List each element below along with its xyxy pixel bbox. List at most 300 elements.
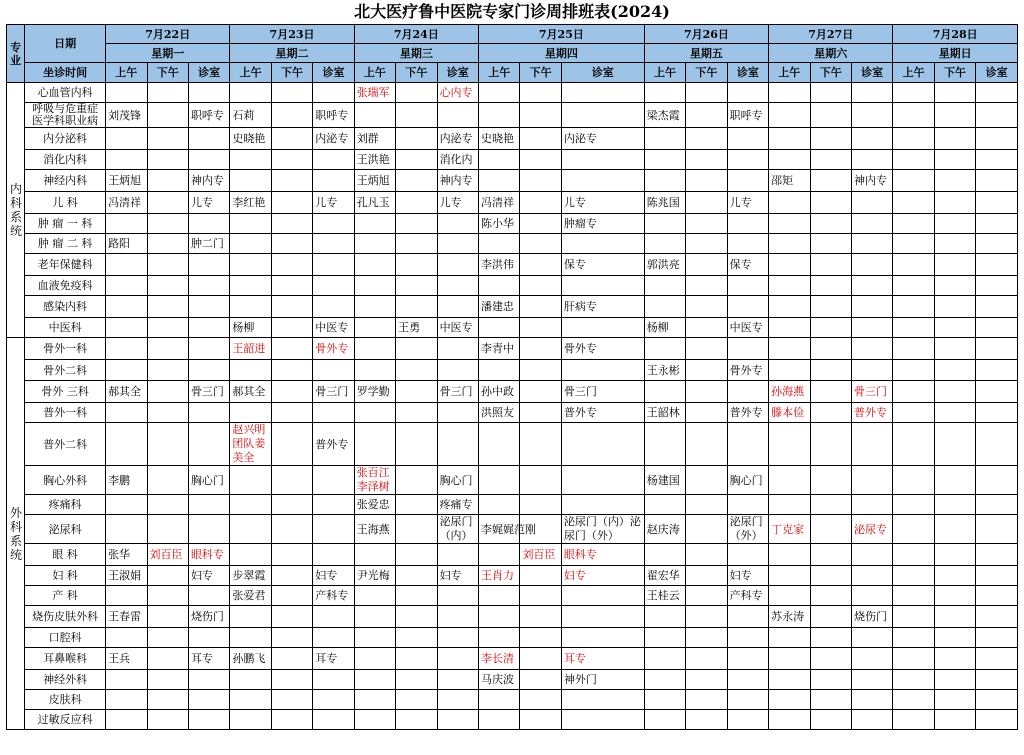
schedule-cell <box>810 628 851 648</box>
schedule-cell <box>520 296 561 318</box>
schedule-cell <box>976 170 1018 192</box>
schedule-cell <box>437 544 478 566</box>
schedule-cell <box>893 214 934 234</box>
schedule-cell <box>810 515 851 544</box>
schedule-cell <box>520 606 561 628</box>
schedule-cell <box>934 544 975 566</box>
schedule-cell <box>934 83 975 103</box>
schedule-cell <box>437 296 478 318</box>
schedule-cell <box>106 318 147 338</box>
schedule-cell <box>893 103 934 128</box>
dept-cell: 神经外科 <box>25 670 106 690</box>
schedule-cell <box>230 515 271 544</box>
schedule-cell <box>686 381 727 403</box>
table-row <box>7 670 1018 690</box>
schedule-cell <box>354 710 395 730</box>
schedule-cell: 耳专 <box>188 648 229 670</box>
schedule-cell: 神内专 <box>851 170 892 192</box>
schedule-cell <box>810 710 851 730</box>
dept-cell: 肿 瘤 一 科 <box>25 214 106 234</box>
schedule-cell: 孔凡玉 <box>354 192 395 214</box>
schedule-cell: 泌尿门（内）泌尿门（外） <box>561 515 644 544</box>
schedule-cell <box>313 403 354 423</box>
schedule-cell <box>893 628 934 648</box>
schedule-cell <box>271 403 312 423</box>
schedule-cell <box>188 423 229 466</box>
schedule-cell <box>686 710 727 730</box>
schedule-cell <box>976 150 1018 170</box>
schedule-cell: 烧伤门 <box>188 606 229 628</box>
schedule-cell <box>354 544 395 566</box>
schedule-cell <box>893 648 934 670</box>
schedule-cell <box>976 586 1018 606</box>
schedule-cell: 神内专 <box>188 170 229 192</box>
schedule-cell <box>106 515 147 544</box>
schedule-cell <box>396 648 437 670</box>
schedule-cell <box>396 628 437 648</box>
schedule-cell <box>188 83 229 103</box>
dept-cell: 骨外 三科 <box>25 381 106 403</box>
schedule-cell <box>644 170 685 192</box>
schedule-cell <box>934 586 975 606</box>
schedule-cell <box>188 276 229 296</box>
schedule-cell <box>810 150 851 170</box>
schedule-cell <box>396 670 437 690</box>
schedule-cell <box>769 544 810 566</box>
schedule-cell <box>851 466 892 495</box>
schedule-cell <box>934 381 975 403</box>
schedule-cell <box>644 214 685 234</box>
date-cell: 7月25日 <box>479 25 645 44</box>
schedule-cell <box>561 276 644 296</box>
schedule-cell <box>769 128 810 150</box>
schedule-cell <box>147 338 188 360</box>
schedule-cell <box>934 338 975 360</box>
schedule-cell: 张瑞军 <box>354 83 395 103</box>
schedule-cell <box>520 690 561 710</box>
schedule-table <box>6 24 1018 730</box>
schedule-cell <box>271 648 312 670</box>
schedule-cell <box>934 254 975 276</box>
schedule-cell <box>893 466 934 495</box>
schedule-cell <box>396 338 437 360</box>
table-row <box>7 515 1018 544</box>
schedule-cell <box>230 234 271 254</box>
schedule-cell <box>893 566 934 586</box>
weekday-cell: 星期三 <box>354 44 478 63</box>
schedule-cell: 骨外专 <box>727 360 768 381</box>
schedule-cell <box>313 296 354 318</box>
schedule-cell <box>147 103 188 128</box>
schedule-cell <box>147 296 188 318</box>
schedule-cell <box>686 690 727 710</box>
table-row <box>7 690 1018 710</box>
schedule-cell: 耳专 <box>561 648 644 670</box>
schedule-cell <box>271 381 312 403</box>
schedule-cell: 儿专 <box>313 192 354 214</box>
schedule-cell <box>686 566 727 586</box>
schedule-cell <box>520 234 561 254</box>
schedule-cell <box>437 254 478 276</box>
schedule-cell <box>479 360 520 381</box>
schedule-cell <box>271 296 312 318</box>
dept-cell: 骨外一科 <box>25 338 106 360</box>
schedule-cell <box>520 214 561 234</box>
schedule-cell <box>769 360 810 381</box>
schedule-cell: 产科专 <box>727 586 768 606</box>
schedule-cell <box>769 648 810 670</box>
schedule-cell <box>354 606 395 628</box>
schedule-cell <box>106 710 147 730</box>
schedule-cell: 冯清祥 <box>479 192 520 214</box>
schedule-cell <box>976 192 1018 214</box>
schedule-cell <box>686 318 727 338</box>
schedule-cell <box>313 234 354 254</box>
schedule-cell <box>851 296 892 318</box>
schedule-cell <box>437 423 478 466</box>
pm-header: 下午 <box>686 63 727 83</box>
schedule-cell <box>147 83 188 103</box>
schedule-cell: 妇专 <box>188 566 229 586</box>
schedule-cell <box>520 338 561 360</box>
schedule-cell <box>976 606 1018 628</box>
schedule-cell <box>934 360 975 381</box>
schedule-cell <box>934 710 975 730</box>
schedule-cell <box>271 276 312 296</box>
schedule-cell <box>271 318 312 338</box>
schedule-cell <box>851 628 892 648</box>
pm-header: 下午 <box>271 63 312 83</box>
schedule-cell <box>644 128 685 150</box>
schedule-cell <box>810 495 851 515</box>
schedule-cell <box>479 170 520 192</box>
schedule-cell <box>686 296 727 318</box>
schedule-cell <box>644 670 685 690</box>
schedule-cell <box>934 103 975 128</box>
schedule-cell <box>934 214 975 234</box>
schedule-cell: 潘建忠 <box>479 296 520 318</box>
schedule-cell <box>437 214 478 234</box>
dept-cell: 内分泌科 <box>25 128 106 150</box>
schedule-cell <box>851 586 892 606</box>
dept-cell: 神经内科 <box>25 170 106 192</box>
schedule-cell <box>851 234 892 254</box>
date-cell: 7月28日 <box>893 25 1018 44</box>
schedule-cell <box>147 234 188 254</box>
schedule-cell <box>769 150 810 170</box>
schedule-cell <box>686 544 727 566</box>
schedule-cell: 杨柳 <box>230 318 271 338</box>
schedule-cell <box>520 586 561 606</box>
schedule-cell <box>769 495 810 515</box>
schedule-cell <box>976 254 1018 276</box>
schedule-cell <box>354 586 395 606</box>
schedule-cell: 张爱君 <box>230 586 271 606</box>
schedule-cell <box>147 466 188 495</box>
table-row <box>7 338 1018 360</box>
schedule-cell <box>313 150 354 170</box>
schedule-cell <box>354 234 395 254</box>
schedule-cell <box>561 170 644 192</box>
schedule-cell <box>810 254 851 276</box>
schedule-cell <box>727 544 768 566</box>
schedule-cell: 内泌专 <box>561 128 644 150</box>
schedule-cell: 步翠霞 <box>230 566 271 586</box>
schedule-cell <box>354 103 395 128</box>
schedule-cell <box>354 338 395 360</box>
schedule-cell <box>106 360 147 381</box>
schedule-cell: 李青中 <box>479 338 520 360</box>
schedule-cell: 丁克家 <box>769 515 810 544</box>
table-row <box>7 710 1018 730</box>
schedule-cell <box>396 254 437 276</box>
schedule-cell <box>976 544 1018 566</box>
schedule-cell <box>561 466 644 495</box>
schedule-cell <box>727 214 768 234</box>
schedule-cell <box>396 296 437 318</box>
schedule-cell <box>561 495 644 515</box>
table-row <box>7 495 1018 515</box>
dept-cell: 消化内科 <box>25 150 106 170</box>
dept-cell: 呼吸与危重症医学科职业病 <box>25 103 106 128</box>
schedule-cell: 骨三门 <box>313 381 354 403</box>
schedule-cell <box>851 103 892 128</box>
schedule-cell <box>810 83 851 103</box>
schedule-cell <box>188 318 229 338</box>
room-header: 诊室 <box>851 63 892 83</box>
schedule-cell <box>313 628 354 648</box>
schedule-cell <box>313 710 354 730</box>
schedule-cell <box>271 544 312 566</box>
schedule-cell: 洪照友 <box>479 403 520 423</box>
schedule-cell: 泌尿专 <box>851 515 892 544</box>
weekday-cell: 星期日 <box>893 44 1018 63</box>
schedule-cell <box>851 648 892 670</box>
schedule-cell <box>354 648 395 670</box>
dept-cell: 肿 瘤 二 科 <box>25 234 106 254</box>
schedule-cell <box>810 296 851 318</box>
schedule-cell <box>479 423 520 466</box>
table-row <box>7 296 1018 318</box>
schedule-cell <box>437 338 478 360</box>
schedule-cell <box>976 276 1018 296</box>
schedule-cell <box>230 254 271 276</box>
weekday-cell: 星期二 <box>230 44 354 63</box>
schedule-cell <box>147 495 188 515</box>
schedule-cell <box>437 360 478 381</box>
schedule-cell <box>188 150 229 170</box>
schedule-cell <box>271 254 312 276</box>
schedule-cell <box>230 296 271 318</box>
schedule-cell <box>810 606 851 628</box>
schedule-cell <box>520 128 561 150</box>
schedule-cell <box>188 586 229 606</box>
table-row <box>7 566 1018 586</box>
schedule-cell <box>396 566 437 586</box>
schedule-cell <box>686 495 727 515</box>
date-cell: 7月22日 <box>106 25 230 44</box>
schedule-cell: 普外专 <box>561 403 644 423</box>
schedule-cell: 眼科专 <box>188 544 229 566</box>
schedule-cell <box>520 423 561 466</box>
schedule-cell <box>479 276 520 296</box>
schedule-cell <box>106 403 147 423</box>
schedule-cell <box>313 606 354 628</box>
pm-header: 下午 <box>520 63 561 83</box>
weekday-cell: 星期四 <box>479 44 645 63</box>
schedule-cell: 冯清祥 <box>106 192 147 214</box>
schedule-cell <box>686 128 727 150</box>
schedule-cell: 孙中政 <box>479 381 520 403</box>
schedule-cell <box>727 628 768 648</box>
schedule-cell <box>396 192 437 214</box>
schedule-cell: 肿二门 <box>188 234 229 254</box>
schedule-cell <box>976 234 1018 254</box>
schedule-cell <box>727 83 768 103</box>
schedule-cell <box>561 234 644 254</box>
schedule-cell: 赵庆涛 <box>644 515 685 544</box>
schedule-cell: 保专 <box>727 254 768 276</box>
am-header: 上午 <box>354 63 395 83</box>
schedule-cell <box>686 83 727 103</box>
schedule-cell <box>727 690 768 710</box>
schedule-cell <box>769 103 810 128</box>
schedule-cell <box>686 423 727 466</box>
dept-cell: 口腔科 <box>25 628 106 648</box>
schedule-cell: 王韶林 <box>644 403 685 423</box>
schedule-cell <box>686 586 727 606</box>
schedule-cell <box>769 192 810 214</box>
schedule-cell <box>396 710 437 730</box>
schedule-cell <box>520 318 561 338</box>
schedule-cell: 史晓艳 <box>479 128 520 150</box>
schedule-cell <box>851 254 892 276</box>
schedule-cell <box>147 381 188 403</box>
schedule-cell <box>271 150 312 170</box>
schedule-cell: 肝病专 <box>561 296 644 318</box>
schedule-cell <box>188 360 229 381</box>
schedule-cell <box>188 128 229 150</box>
schedule-cell <box>934 296 975 318</box>
schedule-cell <box>396 423 437 466</box>
schedule-cell <box>810 360 851 381</box>
schedule-cell: 眼科专 <box>561 544 644 566</box>
schedule-cell <box>230 83 271 103</box>
schedule-cell <box>976 423 1018 466</box>
schedule-cell <box>520 254 561 276</box>
schedule-cell: 疼痛专 <box>437 495 478 515</box>
schedule-cell: 张爱忠 <box>354 495 395 515</box>
schedule-cell <box>520 170 561 192</box>
schedule-cell <box>686 214 727 234</box>
schedule-cell <box>230 690 271 710</box>
schedule-cell <box>271 495 312 515</box>
schedule-cell <box>147 566 188 586</box>
date-cell: 7月27日 <box>769 25 893 44</box>
dept-cell: 儿 科 <box>25 192 106 214</box>
schedule-cell <box>851 150 892 170</box>
schedule-cell <box>976 403 1018 423</box>
schedule-cell <box>230 150 271 170</box>
table-row <box>7 192 1018 214</box>
schedule-cell <box>479 628 520 648</box>
schedule-cell <box>188 710 229 730</box>
schedule-cell <box>810 170 851 192</box>
schedule-cell <box>188 296 229 318</box>
schedule-cell <box>769 586 810 606</box>
schedule-cell: 儿专 <box>188 192 229 214</box>
schedule-cell <box>644 606 685 628</box>
schedule-cell <box>396 103 437 128</box>
schedule-cell <box>271 192 312 214</box>
schedule-cell: 中医专 <box>313 318 354 338</box>
schedule-cell <box>271 690 312 710</box>
schedule-cell <box>147 586 188 606</box>
schedule-cell <box>727 128 768 150</box>
schedule-cell: 王勇 <box>396 318 437 338</box>
schedule-cell <box>769 466 810 495</box>
schedule-cell <box>147 150 188 170</box>
schedule-cell <box>893 254 934 276</box>
schedule-cell <box>727 296 768 318</box>
schedule-cell <box>727 606 768 628</box>
schedule-cell <box>147 515 188 544</box>
schedule-cell <box>313 690 354 710</box>
schedule-cell <box>976 318 1018 338</box>
schedule-cell <box>354 318 395 338</box>
schedule-cell <box>893 234 934 254</box>
schedule-cell: 王炳旭 <box>354 170 395 192</box>
schedule-cell <box>727 495 768 515</box>
table-row <box>7 544 1018 566</box>
date-cell: 7月26日 <box>644 25 768 44</box>
schedule-cell <box>313 670 354 690</box>
schedule-cell <box>727 276 768 296</box>
schedule-cell <box>354 690 395 710</box>
table-row <box>7 628 1018 648</box>
time-header: 坐诊时间 <box>25 63 106 83</box>
dept-cell: 烧伤皮肤外科 <box>25 606 106 628</box>
room-header: 诊室 <box>313 63 354 83</box>
schedule-cell <box>479 150 520 170</box>
schedule-cell <box>976 670 1018 690</box>
schedule-cell <box>396 586 437 606</box>
schedule-cell <box>561 318 644 338</box>
schedule-cell: 泌尿门（内） <box>437 515 478 544</box>
pm-header: 下午 <box>147 63 188 83</box>
pm-header: 下午 <box>934 63 975 83</box>
schedule-cell <box>106 254 147 276</box>
schedule-cell <box>396 495 437 515</box>
schedule-cell <box>810 566 851 586</box>
schedule-cell: 王炳旭 <box>106 170 147 192</box>
schedule-cell: 梁杰霞 <box>644 103 685 128</box>
schedule-cell: 泌尿门（外） <box>727 515 768 544</box>
schedule-cell <box>810 318 851 338</box>
schedule-cell <box>520 648 561 670</box>
schedule-cell <box>893 296 934 318</box>
schedule-cell <box>893 670 934 690</box>
schedule-cell <box>934 150 975 170</box>
schedule-cell <box>271 606 312 628</box>
schedule-cell <box>561 360 644 381</box>
schedule-cell <box>893 606 934 628</box>
schedule-cell <box>313 495 354 515</box>
schedule-cell <box>271 170 312 192</box>
schedule-cell <box>810 403 851 423</box>
table-row <box>7 586 1018 606</box>
schedule-cell <box>106 338 147 360</box>
